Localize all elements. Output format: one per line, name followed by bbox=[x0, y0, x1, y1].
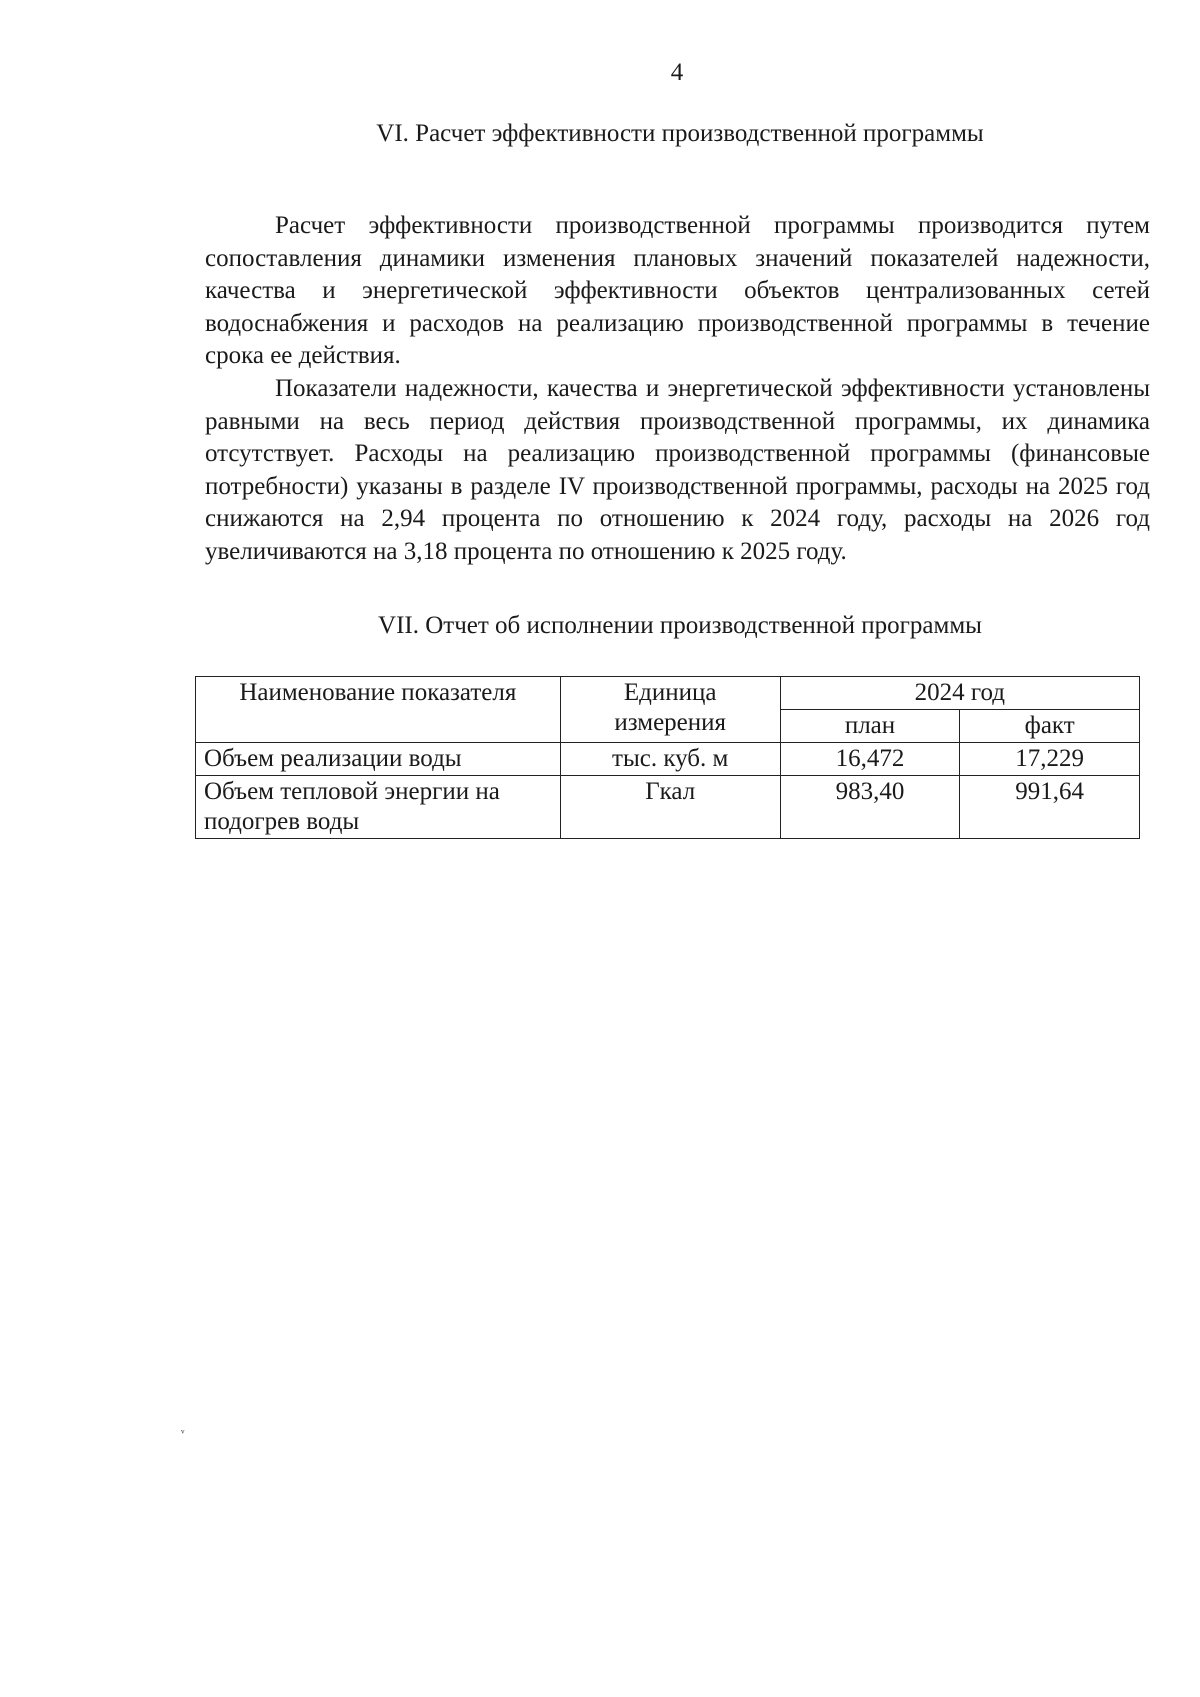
row-name-cell: Объем реализации воды bbox=[196, 743, 561, 776]
section-6-paragraph-2: Показатели надежности, качества и энергетической эффективности установлены равными на весь период действия производственной программы, их динамика отсутствует. Расходы на реализацию производственной программы (финансовые потребности) указаны в разделе IV производственной программы, расходы на 2025 год снижаются на 2,94 процента по отношению к 2024 году, расходы на 2026 год увеличиваются на 3,18 процента по отношению к 2025 году. bbox=[205, 375, 1150, 565]
row-name-cell: Объем тепловой энергии на подогрев воды bbox=[196, 776, 561, 839]
table-row bbox=[196, 776, 1140, 839]
header-cell-year: 2024 год bbox=[780, 677, 1139, 710]
header-cell-unit: Единица измерения bbox=[560, 677, 780, 743]
row-plan-cell: 983,40 bbox=[780, 776, 960, 839]
row-plan-cell: 16,472 bbox=[780, 743, 960, 776]
table-row bbox=[196, 743, 1140, 776]
section-7-heading: VII. Отчет об исполнении производственной программы bbox=[378, 612, 982, 639]
row-fact-cell: 991,64 bbox=[960, 776, 1140, 839]
row-fact-cell: 17,229 bbox=[960, 743, 1140, 776]
section-6-paragraph-1: Расчет эффективности производственной программы производится путем сопоставления динамики изменения плановых значений показателей надежности, качества и энергетической эффективности объектов централизованных сетей водоснабжения и расходов на реализацию производственной программы в течение срока ее действия. bbox=[205, 212, 1150, 370]
section-6-heading: VI. Расчет эффективности производственной программы bbox=[376, 120, 984, 147]
header-cell-name: Наименование показателя bbox=[196, 677, 561, 743]
report-table bbox=[195, 676, 1140, 839]
table-header-row bbox=[196, 677, 1140, 710]
header-cell-fact: факт bbox=[960, 710, 1140, 743]
page-number: 4 bbox=[670, 59, 684, 86]
header-cell-plan: план bbox=[780, 710, 960, 743]
scan-speck: ᵛ bbox=[181, 1426, 185, 1440]
row-unit-cell: Гкал bbox=[560, 776, 780, 839]
row-unit-cell: тыс. куб. м bbox=[560, 743, 780, 776]
